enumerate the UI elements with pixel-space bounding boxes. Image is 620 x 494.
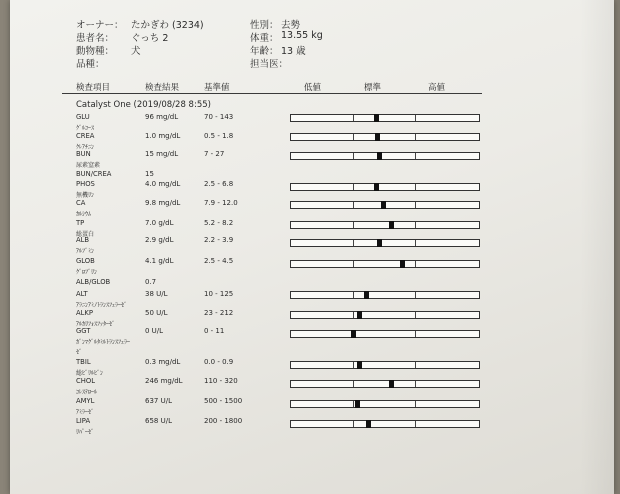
- doctor-label: 担当医：: [250, 59, 289, 70]
- test-reference: 0.5 - 1.8: [204, 132, 234, 140]
- range-bar: [290, 400, 480, 408]
- test-name-japanese: 総蛋白: [76, 231, 95, 238]
- test-name-japanese: 尿素窒素: [76, 162, 101, 169]
- result-marker: [389, 221, 394, 229]
- test-result: 50 U/L: [145, 309, 168, 317]
- test-name: TBIL: [76, 358, 91, 366]
- test-result: 15: [145, 170, 154, 178]
- range-bar: [290, 221, 480, 229]
- result-marker: [389, 380, 394, 388]
- test-result: 7.0 g/dL: [145, 219, 174, 227]
- range-divider-low: [353, 401, 354, 407]
- range-divider-high: [415, 312, 416, 318]
- test-name-japanese: ﾘﾊﾟｰｾﾞ: [76, 429, 95, 436]
- result-marker: [355, 400, 360, 408]
- test-name: PHOS: [76, 180, 95, 188]
- range-divider-low: [353, 292, 354, 298]
- range-bar: [290, 291, 480, 299]
- range-divider-high: [415, 331, 416, 337]
- range-divider-low: [353, 362, 354, 368]
- test-name-japanese-cont: ｾﾞ: [76, 349, 83, 356]
- test-reference: 10 - 125: [204, 290, 234, 298]
- test-reference: 2.5 - 6.8: [204, 180, 234, 188]
- result-marker: [377, 239, 382, 247]
- test-name-japanese: ｶﾞﾝﾏｸﾞﾙﾀﾐﾙﾄﾗﾝｽﾌｪﾗｰ: [76, 339, 131, 346]
- range-divider-low: [353, 153, 354, 159]
- test-reference: 2.5 - 4.5: [204, 257, 234, 265]
- result-marker: [357, 361, 362, 369]
- test-reference: 23 - 212: [204, 309, 234, 317]
- species-value: 犬: [131, 46, 141, 57]
- range-divider-high: [415, 184, 416, 190]
- test-name-japanese: ｱﾙｶﾘﾌｫｽﾌｧﾀｰｾﾞ: [76, 321, 116, 328]
- weight-value: 13.55 kg: [281, 30, 323, 41]
- range-divider-high: [415, 362, 416, 368]
- test-name: ALB/GLOB: [76, 278, 111, 286]
- test-name: GLOB: [76, 257, 95, 265]
- test-name-japanese: ｸﾞﾙｺｰｽ: [76, 125, 95, 132]
- range-divider-high: [415, 153, 416, 159]
- test-name: BUN/CREA: [76, 170, 112, 178]
- test-reference: 7.9 - 12.0: [204, 199, 238, 207]
- range-divider-high: [415, 202, 416, 208]
- range-bar: [290, 420, 480, 428]
- test-name: AMYL: [76, 397, 95, 405]
- test-reference: 0 - 11: [204, 327, 225, 335]
- test-name: CA: [76, 199, 86, 207]
- test-result: 38 U/L: [145, 290, 168, 298]
- test-name: CREA: [76, 132, 95, 140]
- test-result: 0 U/L: [145, 327, 164, 335]
- range-bar: [290, 311, 480, 319]
- test-result: 1.0 mg/dL: [145, 132, 181, 140]
- test-name: LIPA: [76, 417, 91, 425]
- range-divider-low: [353, 222, 354, 228]
- test-name: CHOL: [76, 377, 95, 385]
- result-marker: [374, 114, 379, 122]
- test-result: 9.8 mg/dL: [145, 199, 181, 207]
- test-name-japanese: ｸﾚｱﾁﾆﾝ: [76, 144, 95, 151]
- col-normal: 標準: [364, 83, 382, 93]
- sex-value: 去勢: [281, 20, 301, 31]
- test-result: 96 mg/dL: [145, 113, 179, 121]
- test-name-japanese: ｺﾚｽﾃﾛｰﾙ: [76, 389, 98, 396]
- test-reference: 110 - 320: [204, 377, 238, 385]
- test-result: 15 mg/dL: [145, 150, 179, 158]
- test-reference: 70 - 143: [204, 113, 234, 121]
- range-bar: [290, 133, 480, 141]
- test-result: 637 U/L: [145, 397, 172, 405]
- test-name: GGT: [76, 327, 91, 335]
- owner-label: オーナー：: [76, 20, 124, 31]
- range-bar: [290, 183, 480, 191]
- test-name-japanese: ｱﾗﾆﾝｱﾐﾉﾄﾗﾝｽﾌｪﾗｰｾﾞ: [76, 302, 128, 309]
- range-divider-low: [353, 115, 354, 121]
- test-reference: 200 - 1800: [204, 417, 243, 425]
- result-marker: [377, 152, 382, 160]
- result-marker: [351, 330, 356, 338]
- species-label: 動物種：: [76, 46, 115, 57]
- range-divider-high: [415, 115, 416, 121]
- result-marker: [375, 133, 380, 141]
- test-name: GLU: [76, 113, 90, 121]
- range-divider-high: [415, 381, 416, 387]
- test-result: 0.3 mg/dL: [145, 358, 181, 366]
- test-reference: 0.0 - 0.9: [204, 358, 234, 366]
- result-marker: [366, 420, 371, 428]
- patient-label: 患者名：: [76, 33, 115, 44]
- weight-label: 体重：: [250, 33, 279, 44]
- test-result: 658 U/L: [145, 417, 172, 425]
- col-high: 高値: [428, 83, 446, 93]
- result-marker: [357, 311, 362, 319]
- header-rule: [62, 93, 482, 94]
- age-value: 13 歳: [281, 46, 306, 57]
- result-marker: [381, 201, 386, 209]
- col-result: 検査結果: [145, 83, 180, 93]
- range-divider-low: [353, 184, 354, 190]
- test-name-japanese: 無機ﾘﾝ: [76, 192, 95, 199]
- owner-value: たかぎわ (3234): [131, 20, 204, 31]
- test-name: ALB: [76, 236, 90, 244]
- range-bar: [290, 152, 480, 160]
- range-divider-low: [353, 381, 354, 387]
- test-name-japanese: ｶﾙｼｳﾑ: [76, 211, 92, 218]
- range-bar: [290, 260, 480, 268]
- test-reference: 2.2 - 3.9: [204, 236, 234, 244]
- result-marker: [374, 183, 379, 191]
- test-result: 246 mg/dL: [145, 377, 183, 385]
- test-name-japanese: 総ﾋﾞﾘﾙﾋﾞﾝ: [76, 370, 104, 377]
- range-divider-high: [415, 222, 416, 228]
- range-bar: [290, 380, 480, 388]
- range-bar: [290, 330, 480, 338]
- range-bar: [290, 114, 480, 122]
- test-result: 4.1 g/dL: [145, 257, 174, 265]
- test-name-japanese: ｸﾞﾛﾌﾞﾘﾝ: [76, 269, 98, 276]
- test-name-japanese: ｱﾐﾗｰｾﾞ: [76, 409, 95, 416]
- col-low: 低値: [304, 83, 322, 93]
- range-divider-low: [353, 240, 354, 246]
- range-divider-high: [415, 261, 416, 267]
- age-label: 年齢：: [250, 46, 279, 57]
- range-bar: [290, 361, 480, 369]
- range-divider-high: [415, 401, 416, 407]
- range-divider-low: [353, 261, 354, 267]
- range-divider-high: [415, 292, 416, 298]
- sex-label: 性別：: [250, 20, 279, 31]
- test-reference: 7 - 27: [204, 150, 225, 158]
- test-name: BUN: [76, 150, 91, 158]
- range-divider-low: [353, 312, 354, 318]
- test-name: TP: [76, 219, 85, 227]
- breed-label: 品種：: [76, 59, 105, 70]
- test-result: 0.7: [145, 278, 157, 286]
- patient-value: ぐっち 2: [131, 33, 169, 44]
- result-marker: [364, 291, 369, 299]
- test-name: ALKP: [76, 309, 93, 317]
- paper-shadow: [580, 0, 620, 494]
- section-title: Catalyst One (2019/08/28 8:55): [76, 100, 211, 110]
- test-name-japanese: ｱﾙﾌﾞﾐﾝ: [76, 248, 95, 255]
- col-item: 検査項目: [76, 83, 111, 93]
- range-bar: [290, 239, 480, 247]
- range-divider-low: [353, 134, 354, 140]
- range-divider-high: [415, 240, 416, 246]
- test-reference: 5.2 - 8.2: [204, 219, 234, 227]
- col-reference: 基準値: [204, 83, 230, 93]
- test-reference: 500 - 1500: [204, 397, 243, 405]
- range-divider-low: [353, 421, 354, 427]
- range-divider-high: [415, 134, 416, 140]
- range-divider-low: [353, 202, 354, 208]
- test-result: 4.0 mg/dL: [145, 180, 181, 188]
- range-divider-high: [415, 421, 416, 427]
- result-marker: [400, 260, 405, 268]
- range-bar: [290, 201, 480, 209]
- test-result: 2.9 g/dL: [145, 236, 174, 244]
- test-name: ALT: [76, 290, 88, 298]
